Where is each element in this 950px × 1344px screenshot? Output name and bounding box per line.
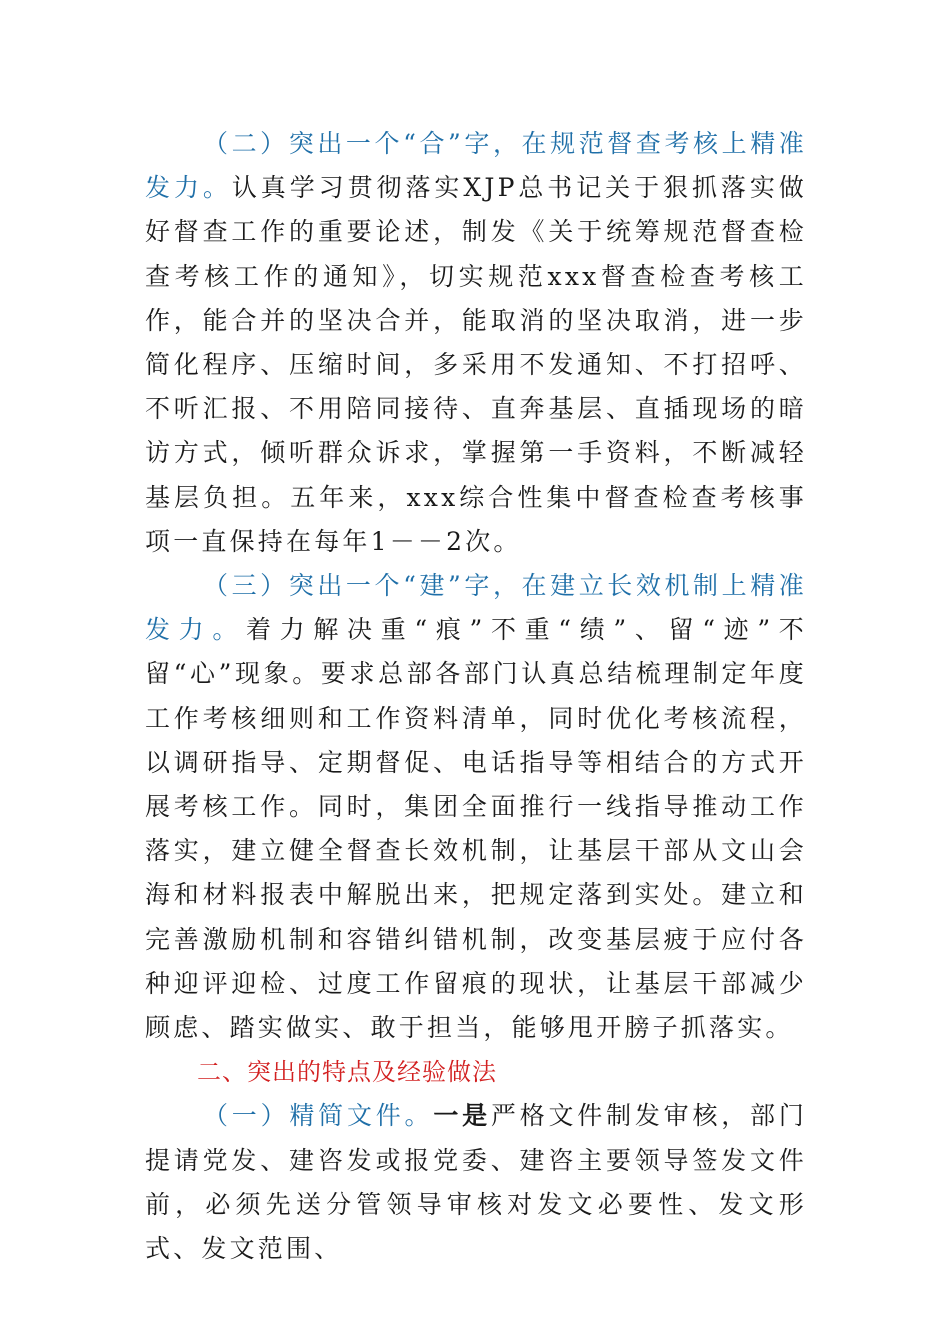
document-body <box>145 122 807 1271</box>
paragraph-4-lead: （一）精简文件。 <box>203 1101 434 1131</box>
paragraph-3-lead: （三）突出一个“建”字，在建立长效机制上精准发力。 <box>145 571 807 645</box>
paragraph-3-body: 着力解决重“痕”不重“绩”、留“迹”不留“心”现象。要求总部各部门认真总结梳理制定年度工作考核细则和工作资料清单，同时优化考核流程，以调研指导、定期督促、电话指导等相结合的方式开展考核工作。同时，集团全面推行一线指导推动工作落实，建立健全督查长效机制，让基层干部从文山会海和材料报表中解脱出来，把规定落到实处。建立和完善激励机制和容错纠错机制，改变基层疲于应付各种迎评迎检、过度工作留痕的现状，让基层干部减少顾虑、踏实做实、敢于担当，能够甩开膀子抓落实。 <box>145 615 807 1043</box>
paragraph-4-body: 严格文件制发审核，部门提请党发、建咨发或报党委、建咨主要领导签发文件前，必须先送分管领导审核对发文必要性、发文形式、发文范围、 <box>145 1101 808 1264</box>
paragraph-2-body: 认真学习贯彻落实XJP总书记关于狠抓落实做好督查工作的重要论述，制发《关于统筹规范督查检查考核工作的通知》，切实规范xxx督查检查考核工作，能合并的坚决合并，能取消的坚决取消，进一步简化程序、压缩时间，多采用不发通知、不打招呼、不听汇报、不用陪同接待、直奔基层、直插现场的暗访方式，倾听群众诉求，掌握第一手资料，不断减轻基层负担。五年来，xxx综合性集中督查检查考核事项一直保持在每年1－－2次。 <box>145 173 807 556</box>
paragraph-3 <box>145 564 807 1050</box>
section-heading: 二、突出的特点及经验做法 <box>197 1058 497 1087</box>
paragraph-2 <box>145 122 807 564</box>
paragraph-2-lead: （二）突出一个“合”字，在规范督查考核上精准发力。 <box>145 129 807 203</box>
paragraph-4 <box>145 1094 807 1271</box>
paragraph-4-strong: 一是 <box>433 1101 491 1131</box>
